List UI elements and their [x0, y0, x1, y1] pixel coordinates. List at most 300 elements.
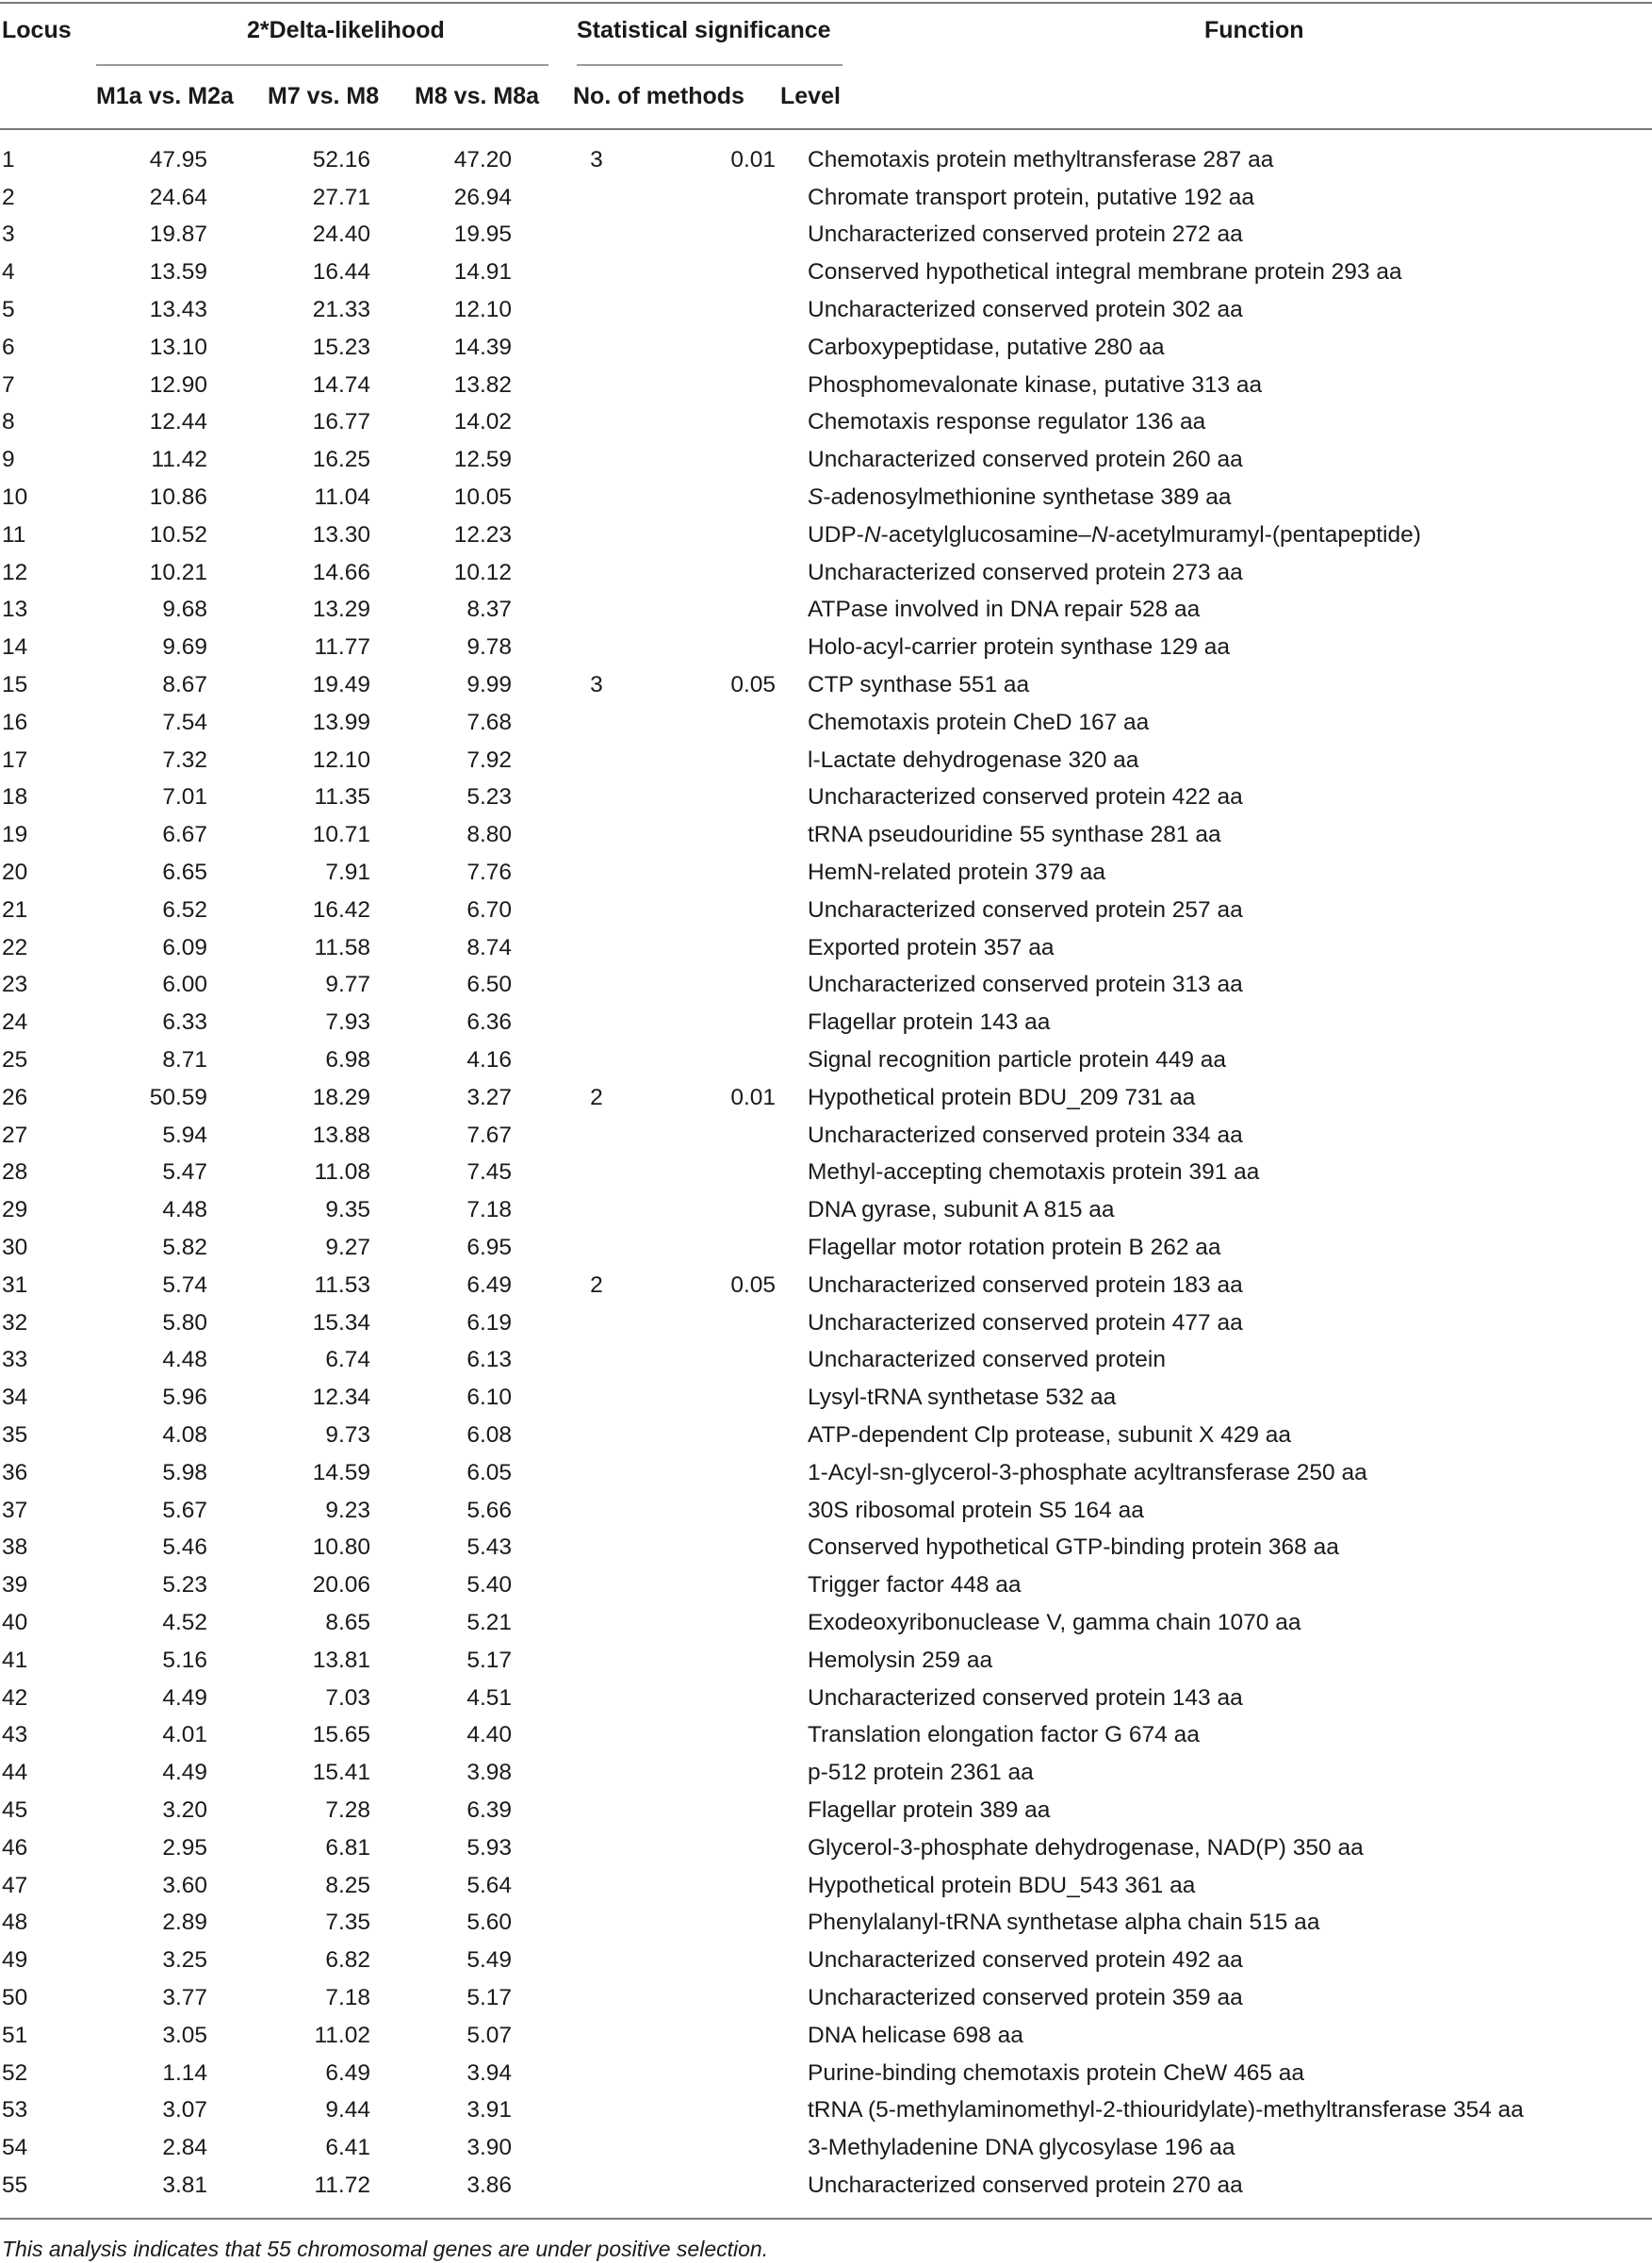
no-of-methods-cell	[512, 779, 681, 817]
no-of-methods-cell	[512, 1979, 681, 2017]
m1a-m2a-cell: 8.67	[162, 672, 207, 698]
m1a-m2a-cell: 13.43	[149, 297, 207, 323]
m7-m8-cell: 11.04	[314, 484, 370, 511]
table-row	[0, 1117, 1652, 1155]
m7-m8-cell: 14.66	[312, 559, 370, 585]
header-delta-likelihood: 2*Delta-likelihood	[247, 17, 445, 43]
function-cell: Chemotaxis response regulator 136 aa	[808, 409, 1206, 435]
m1a-m2a-cell: 5.80	[162, 1309, 207, 1336]
m8-m8a-cell: 5.17	[466, 1647, 512, 1673]
m1a-m2a-cell: 1.14	[162, 2059, 207, 2086]
no-of-methods-cell	[512, 291, 681, 329]
no-of-methods-cell	[512, 2017, 681, 2055]
m8-m8a-cell: 5.40	[466, 1572, 512, 1599]
m7-m8-cell: 11.02	[314, 2022, 370, 2048]
m1a-m2a-cell: 5.74	[162, 1271, 207, 1298]
function-cell: Uncharacterized conserved protein 422 aa	[808, 784, 1243, 811]
level-cell	[681, 1754, 776, 1792]
locus-cell: 12	[2, 559, 28, 585]
no-of-methods-cell	[512, 2129, 681, 2167]
locus-cell: 17	[2, 746, 28, 773]
m8-m8a-cell: 6.95	[466, 1235, 512, 1260]
m7-m8-cell: 6.49	[325, 2059, 370, 2086]
m1a-m2a-cell: 4.49	[162, 1684, 207, 1711]
locus-cell: 50	[2, 1984, 28, 2010]
m1a-m2a-cell: 9.69	[162, 634, 207, 661]
m8-m8a-cell: 9.78	[466, 634, 512, 661]
locus-cell: 15	[2, 672, 28, 698]
m1a-m2a-cell: 9.68	[162, 597, 207, 623]
function-cell: Lysyl-tRNA synthetase 532 aa	[808, 1385, 1117, 1411]
m7-m8-cell: 20.06	[312, 1572, 370, 1599]
table-row	[0, 1191, 1652, 1229]
locus-cell: 42	[2, 1684, 28, 1711]
m8-m8a-cell: 14.02	[453, 409, 512, 435]
level-cell	[681, 1904, 776, 1942]
locus-cell: 29	[2, 1197, 28, 1223]
table-row	[0, 929, 1652, 967]
m7-m8-cell: 7.28	[325, 1796, 370, 1823]
locus-cell: 21	[2, 896, 28, 923]
m1a-m2a-cell: 24.64	[149, 184, 207, 210]
level-cell: 0.05	[730, 1271, 776, 1298]
level-cell	[681, 1492, 776, 1530]
m7-m8-cell: 7.35	[325, 1910, 370, 1936]
function-cell: Purine-binding chemotaxis protein CheW 465 aa	[808, 2059, 1305, 2086]
table-row	[0, 1041, 1652, 1079]
m7-m8-cell: 15.65	[312, 1722, 370, 1748]
locus-cell: 45	[2, 1796, 28, 1823]
no-of-methods-cell	[512, 1004, 681, 1041]
table-row	[0, 1004, 1652, 1041]
locus-cell: 54	[2, 2135, 28, 2161]
function-cell: 3-Methyladenine DNA glycosylase 196 aa	[808, 2135, 1235, 2161]
m7-m8-cell: 11.58	[314, 934, 370, 960]
table-row	[0, 329, 1652, 367]
table-row	[0, 217, 1652, 254]
m8-m8a-cell: 5.60	[466, 1910, 512, 1936]
level-cell	[681, 629, 776, 666]
locus-cell: 20	[2, 860, 28, 886]
m8-m8a-cell: 10.05	[453, 484, 512, 511]
m1a-m2a-cell: 3.81	[162, 2172, 207, 2198]
locus-cell: 19	[2, 822, 28, 848]
table-row	[0, 1492, 1652, 1530]
level-cell	[681, 554, 776, 592]
locus-cell: 52	[2, 2059, 28, 2086]
table-row	[0, 592, 1652, 630]
no-of-methods-cell	[512, 1379, 681, 1417]
table-row	[0, 1229, 1652, 1267]
m7-m8-cell: 9.27	[325, 1235, 370, 1260]
level-cell	[681, 1529, 776, 1566]
m7-m8-cell: 7.93	[325, 1009, 370, 1036]
level-cell	[681, 1229, 776, 1267]
function-cell: Carboxypeptidase, putative 280 aa	[808, 334, 1165, 360]
locus-cell: 32	[2, 1309, 28, 1336]
level-cell	[681, 742, 776, 779]
table-body	[0, 141, 1652, 2205]
level-cell	[681, 291, 776, 329]
function-cell: Flagellar protein 389 aa	[808, 1796, 1051, 1823]
m8-m8a-cell: 6.50	[466, 972, 512, 998]
level-cell	[681, 179, 776, 217]
no-of-methods-cell	[512, 1604, 681, 1642]
no-of-methods-cell	[512, 1417, 681, 1454]
function-cell: UDP-N-acetylglucosamine–N-acetylmuramyl-(pentapeptide)	[808, 521, 1421, 548]
m7-m8-cell: 13.29	[312, 597, 370, 623]
no-of-methods-cell	[512, 592, 681, 630]
no-of-methods-cell	[512, 1229, 681, 1267]
table-row	[0, 1716, 1652, 1754]
table-row	[0, 2091, 1652, 2129]
m1a-m2a-cell: 7.32	[162, 746, 207, 773]
no-of-methods-cell	[512, 816, 681, 854]
m8-m8a-cell: 3.86	[466, 2172, 512, 2198]
m1a-m2a-cell: 4.49	[162, 1760, 207, 1786]
m7-m8-cell: 6.98	[325, 1047, 370, 1074]
m8-m8a-cell: 7.76	[466, 860, 512, 886]
m1a-m2a-cell: 6.52	[162, 896, 207, 923]
level-cell	[681, 1117, 776, 1155]
m7-m8-cell: 8.25	[325, 1872, 370, 1898]
m1a-m2a-cell: 5.23	[162, 1572, 207, 1599]
locus-cell: 7	[2, 371, 15, 398]
m8-m8a-cell: 47.20	[453, 146, 512, 172]
m7-m8-cell: 52.16	[312, 146, 370, 172]
table-row	[0, 1529, 1652, 1566]
level-cell: 0.01	[730, 146, 776, 172]
level-cell	[681, 1191, 776, 1229]
table-row	[0, 1792, 1652, 1829]
locus-cell: 36	[2, 1459, 28, 1485]
m1a-m2a-cell: 12.44	[149, 409, 207, 435]
function-cell: Uncharacterized conserved protein 273 aa	[808, 559, 1243, 585]
no-of-methods-cell	[512, 1155, 681, 1192]
m8-m8a-cell: 12.10	[453, 297, 512, 323]
locus-cell: 16	[2, 709, 28, 735]
header-locus: Locus	[2, 17, 72, 43]
m1a-m2a-cell: 12.90	[149, 371, 207, 398]
level-cell	[681, 217, 776, 254]
function-cell: Flagellar protein 143 aa	[808, 1009, 1051, 1036]
locus-cell: 27	[2, 1122, 28, 1148]
no-of-methods-cell: 3	[590, 672, 603, 698]
no-of-methods-cell	[512, 1117, 681, 1155]
m1a-m2a-cell: 3.60	[162, 1872, 207, 1898]
m1a-m2a-cell: 4.52	[162, 1609, 207, 1635]
level-cell	[681, 2091, 776, 2129]
level-cell	[681, 816, 776, 854]
m1a-m2a-cell: 3.05	[162, 2022, 207, 2048]
header-level: Level	[780, 83, 841, 109]
m8-m8a-cell: 6.19	[466, 1309, 512, 1336]
no-of-methods-cell	[512, 1041, 681, 1079]
m1a-m2a-cell: 50.59	[149, 1084, 207, 1110]
m8-m8a-cell: 6.13	[466, 1347, 512, 1373]
function-cell: S-adenosylmethionine synthetase 389 aa	[808, 484, 1232, 511]
header-m1a-m2a: M1a vs. M2a	[96, 83, 234, 109]
m7-m8-cell: 11.53	[314, 1271, 370, 1298]
m7-m8-cell: 21.33	[312, 297, 370, 323]
locus-cell: 40	[2, 1609, 28, 1635]
m7-m8-cell: 6.41	[325, 2135, 370, 2161]
m1a-m2a-cell: 4.48	[162, 1197, 207, 1223]
function-cell: Chemotaxis protein methyltransferase 287 aa	[808, 146, 1274, 172]
m7-m8-cell: 6.82	[325, 1947, 370, 1974]
function-cell: Uncharacterized conserved protein 313 aa	[808, 972, 1243, 998]
function-cell: Glycerol-3-phosphate dehydrogenase, NAD(P) 350 aa	[808, 1834, 1364, 1861]
locus-cell: 2	[2, 184, 15, 210]
table-row	[0, 967, 1652, 1005]
locus-cell: 14	[2, 634, 28, 661]
locus-cell: 41	[2, 1647, 28, 1673]
function-cell: Phenylalanyl-tRNA synthetase alpha chain 515 aa	[808, 1910, 1320, 1936]
locus-cell: 53	[2, 2097, 28, 2124]
function-cell: Conserved hypothetical integral membrane protein 293 aa	[808, 259, 1402, 286]
m7-m8-cell: 16.42	[312, 896, 370, 923]
no-of-methods-cell	[512, 441, 681, 479]
m8-m8a-cell: 12.59	[453, 447, 512, 473]
m7-m8-cell: 9.44	[325, 2097, 370, 2124]
level-cell	[681, 2129, 776, 2167]
locus-cell: 11	[2, 521, 26, 548]
function-cell: Uncharacterized conserved protein 260 aa	[808, 447, 1243, 473]
m1a-m2a-cell: 5.94	[162, 1122, 207, 1148]
level-cell: 0.05	[730, 672, 776, 698]
level-cell	[681, 404, 776, 442]
data-table	[0, 141, 1652, 2205]
m7-m8-cell: 7.18	[325, 1984, 370, 2010]
m8-m8a-cell: 3.90	[466, 2135, 512, 2161]
function-cell: Chromate transport protein, putative 192 aa	[808, 184, 1254, 210]
no-of-methods-cell: 3	[590, 146, 603, 172]
m7-m8-cell: 14.74	[312, 371, 370, 398]
m7-m8-cell: 11.08	[314, 1159, 370, 1186]
function-cell: 1-Acyl-sn-glycerol-3-phosphate acyltransferase 250 aa	[808, 1459, 1367, 1485]
function-cell: Methyl-accepting chemotaxis protein 391 aa	[808, 1159, 1260, 1186]
locus-cell: 6	[2, 334, 15, 360]
m8-m8a-cell: 4.40	[466, 1722, 512, 1748]
function-cell: ATP-dependent Clp protease, subunit X 429 aa	[808, 1421, 1292, 1448]
m1a-m2a-cell: 6.67	[162, 822, 207, 848]
table-row	[0, 704, 1652, 742]
no-of-methods-cell	[512, 2055, 681, 2092]
level-cell	[681, 1417, 776, 1454]
table-row	[0, 441, 1652, 479]
function-cell: Hypothetical protein BDU_543 361 aa	[808, 1872, 1196, 1898]
header-rule	[0, 128, 1652, 130]
locus-cell: 1	[2, 146, 15, 172]
no-of-methods-cell	[512, 929, 681, 967]
function-cell: CTP synthase 551 aa	[808, 672, 1030, 698]
m1a-m2a-cell: 13.59	[149, 259, 207, 286]
locus-cell: 34	[2, 1385, 28, 1411]
sig-group-rule	[577, 64, 842, 66]
no-of-methods-cell	[512, 2091, 681, 2129]
table-row	[0, 1566, 1652, 1604]
function-cell: Uncharacterized conserved protein 359 aa	[808, 1984, 1243, 2010]
function-cell: Uncharacterized conserved protein 270 aa	[808, 2172, 1243, 2198]
function-cell: l-Lactate dehydrogenase 320 aa	[808, 746, 1139, 773]
locus-cell: 18	[2, 784, 28, 811]
function-cell: Uncharacterized conserved protein 302 aa	[808, 297, 1243, 323]
level-cell	[681, 854, 776, 892]
m1a-m2a-cell: 11.42	[151, 447, 207, 473]
m1a-m2a-cell: 8.71	[162, 1047, 207, 1074]
m1a-m2a-cell: 3.20	[162, 1796, 207, 1823]
level-cell	[681, 1716, 776, 1754]
m8-m8a-cell: 3.94	[466, 2059, 512, 2086]
function-cell: Hemolysin 259 aa	[808, 1647, 993, 1673]
m1a-m2a-cell: 4.48	[162, 1347, 207, 1373]
table-row	[0, 629, 1652, 666]
no-of-methods-cell	[512, 892, 681, 929]
no-of-methods-cell	[512, 1792, 681, 1829]
function-cell: Uncharacterized conserved protein 492 aa	[808, 1947, 1243, 1974]
function-cell: Signal recognition particle protein 449 aa	[808, 1047, 1227, 1074]
m1a-m2a-cell: 3.25	[162, 1947, 207, 1974]
no-of-methods-cell	[512, 1754, 681, 1792]
table-row	[0, 2055, 1652, 2092]
m8-m8a-cell: 6.39	[466, 1796, 512, 1823]
function-cell: Chemotaxis protein CheD 167 aa	[808, 709, 1150, 735]
m8-m8a-cell: 5.43	[466, 1534, 512, 1561]
m1a-m2a-cell: 2.95	[162, 1834, 207, 1861]
no-of-methods-cell	[512, 554, 681, 592]
m1a-m2a-cell: 10.52	[149, 521, 207, 548]
m1a-m2a-cell: 5.16	[162, 1647, 207, 1673]
function-cell: Trigger factor 448 aa	[808, 1572, 1022, 1599]
header-m7-m8: M7 vs. M8	[268, 83, 380, 109]
table-row	[0, 892, 1652, 929]
header-m8-m8a: M8 vs. M8a	[415, 83, 540, 109]
m8-m8a-cell: 7.68	[466, 709, 512, 735]
table-row	[0, 2129, 1652, 2167]
table-row	[0, 1079, 1652, 1117]
function-cell: Exported protein 357 aa	[808, 934, 1055, 960]
m7-m8-cell: 16.25	[312, 447, 370, 473]
m8-m8a-cell: 12.23	[453, 521, 512, 548]
locus-cell: 43	[2, 1722, 28, 1748]
no-of-methods-cell	[512, 1454, 681, 1492]
no-of-methods-cell	[512, 1829, 681, 1867]
locus-cell: 5	[2, 297, 15, 323]
m7-m8-cell: 10.80	[312, 1534, 370, 1561]
table-row	[0, 1304, 1652, 1342]
table-row	[0, 291, 1652, 329]
m1a-m2a-cell: 2.89	[162, 1910, 207, 1936]
level-cell	[681, 1604, 776, 1642]
no-of-methods-cell: 2	[590, 1271, 603, 1298]
m8-m8a-cell: 9.99	[466, 672, 512, 698]
table-row	[0, 141, 1652, 179]
m7-m8-cell: 11.72	[314, 2172, 370, 2198]
table-row	[0, 479, 1652, 517]
table-row	[0, 1942, 1652, 1979]
table-row	[0, 179, 1652, 217]
function-cell: Uncharacterized conserved protein 257 aa	[808, 896, 1243, 923]
level-cell: 0.01	[730, 1084, 776, 1110]
m8-m8a-cell: 3.91	[466, 2097, 512, 2124]
level-cell	[681, 1642, 776, 1680]
function-cell: DNA gyrase, subunit A 815 aa	[808, 1197, 1115, 1223]
m8-m8a-cell: 19.95	[453, 221, 512, 248]
m8-m8a-cell: 7.45	[466, 1159, 512, 1186]
m1a-m2a-cell: 5.96	[162, 1385, 207, 1411]
locus-cell: 46	[2, 1834, 28, 1861]
m8-m8a-cell: 5.07	[466, 2022, 512, 2048]
m1a-m2a-cell: 3.77	[162, 1984, 207, 2010]
m1a-m2a-cell: 19.87	[149, 221, 207, 248]
no-of-methods-cell	[512, 404, 681, 442]
no-of-methods-cell	[512, 1566, 681, 1604]
table-row	[0, 367, 1652, 404]
locus-cell: 3	[2, 221, 15, 248]
m1a-m2a-cell: 7.01	[162, 784, 207, 811]
m1a-m2a-cell: 6.09	[162, 934, 207, 960]
locus-cell: 28	[2, 1159, 28, 1186]
locus-cell: 9	[2, 447, 15, 473]
table-row	[0, 1267, 1652, 1304]
level-cell	[681, 1680, 776, 1717]
m8-m8a-cell: 7.67	[466, 1122, 512, 1148]
m7-m8-cell: 27.71	[312, 184, 370, 210]
m8-m8a-cell: 5.23	[466, 784, 512, 811]
m8-m8a-cell: 3.98	[466, 1760, 512, 1786]
m1a-m2a-cell: 6.65	[162, 860, 207, 886]
function-cell: tRNA pseudouridine 55 synthase 281 aa	[808, 822, 1221, 848]
m8-m8a-cell: 14.39	[453, 334, 512, 360]
no-of-methods-cell	[512, 479, 681, 517]
m8-m8a-cell: 13.82	[453, 371, 512, 398]
no-of-methods-cell	[512, 1716, 681, 1754]
level-cell	[681, 779, 776, 817]
level-cell	[681, 367, 776, 404]
m8-m8a-cell: 3.27	[466, 1084, 512, 1110]
m1a-m2a-cell: 5.67	[162, 1497, 207, 1523]
m1a-m2a-cell: 2.84	[162, 2135, 207, 2161]
table-row	[0, 1342, 1652, 1380]
m7-m8-cell: 6.81	[325, 1834, 370, 1861]
m7-m8-cell: 9.77	[325, 972, 370, 998]
level-cell	[681, 1041, 776, 1079]
m7-m8-cell: 11.35	[314, 784, 370, 811]
table-row	[0, 1979, 1652, 2017]
no-of-methods-cell	[512, 1191, 681, 1229]
function-cell: Hypothetical protein BDU_209 731 aa	[808, 1084, 1196, 1110]
locus-cell: 8	[2, 409, 15, 435]
table-row	[0, 816, 1652, 854]
m8-m8a-cell: 8.37	[466, 597, 512, 623]
function-cell: Uncharacterized conserved protein 183 aa	[808, 1271, 1243, 1298]
m8-m8a-cell: 8.80	[466, 822, 512, 848]
function-cell: Uncharacterized conserved protein 334 aa	[808, 1122, 1243, 1148]
m1a-m2a-cell: 5.82	[162, 1235, 207, 1260]
level-cell	[681, 479, 776, 517]
table-row	[0, 554, 1652, 592]
m7-m8-cell: 24.40	[312, 221, 370, 248]
level-cell	[681, 1379, 776, 1417]
m7-m8-cell: 13.88	[312, 1122, 370, 1148]
no-of-methods-cell	[512, 1342, 681, 1380]
m7-m8-cell: 14.59	[312, 1459, 370, 1485]
table-footnote: This analysis indicates that 55 chromosomal genes are under positive selection.	[2, 2237, 769, 2261]
m7-m8-cell: 9.35	[325, 1197, 370, 1223]
top-rule	[0, 2, 1652, 4]
m7-m8-cell: 16.44	[312, 259, 370, 286]
m1a-m2a-cell: 10.21	[149, 559, 207, 585]
